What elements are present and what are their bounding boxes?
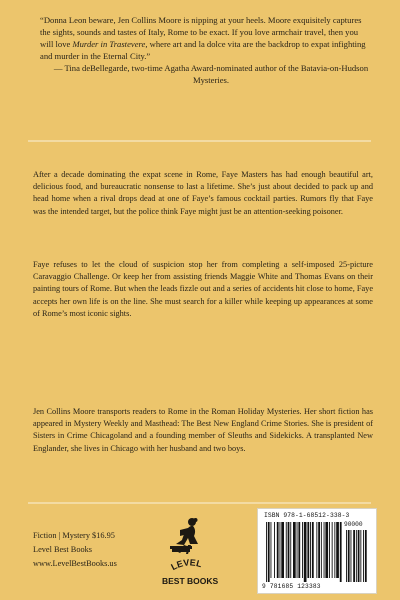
book-title-italic: Murder in Trastevere bbox=[72, 39, 146, 49]
endorsement-blurb bbox=[40, 14, 372, 86]
barcode-bar bbox=[318, 522, 320, 578]
barcode-addon-bar bbox=[353, 530, 355, 582]
publisher-website: www.LevelBestBooks.us bbox=[33, 559, 117, 568]
barcode-bar bbox=[332, 522, 333, 578]
barcode-bar bbox=[336, 522, 339, 578]
reading-woman-silhouette-icon bbox=[158, 514, 218, 594]
barcode-bar bbox=[324, 522, 325, 578]
price-code: 90000 bbox=[344, 521, 363, 528]
barcode-icon bbox=[264, 522, 372, 584]
publisher-name: Level Best Books bbox=[33, 545, 92, 554]
barcode-bar bbox=[312, 522, 314, 578]
logo-line-2: BEST BOOKS bbox=[162, 576, 218, 586]
footer-info bbox=[33, 529, 117, 571]
quote-part-2: , where art and la dolce vita are the backdrop to expat infighting and murder in the Eternal City.” bbox=[40, 39, 366, 61]
barcode-addon-bar bbox=[360, 530, 361, 582]
barcode-bar bbox=[321, 522, 322, 578]
svg-text:LEVEL bbox=[169, 557, 203, 572]
barcode-bar bbox=[290, 522, 291, 578]
isbn-barcode bbox=[257, 508, 377, 594]
barcode-addon-bar bbox=[351, 530, 352, 582]
barcode-addon-bar bbox=[346, 530, 347, 582]
barcode-bar bbox=[268, 522, 270, 582]
barcode-bar bbox=[271, 522, 272, 578]
barcode-bar bbox=[297, 522, 298, 578]
barcode-bar bbox=[310, 522, 311, 578]
endorsement-quote bbox=[40, 14, 372, 62]
barcode-bar bbox=[325, 522, 328, 578]
barcode-bar bbox=[288, 522, 290, 578]
barcode-bar bbox=[281, 522, 284, 578]
divider-top bbox=[28, 140, 371, 142]
barcode-bar bbox=[334, 522, 335, 578]
genre-price: Fiction | Mystery $16.95 bbox=[33, 531, 115, 540]
barcode-bar bbox=[302, 522, 303, 578]
isbn-label: ISBN 978-1-68512-338-3 bbox=[264, 512, 350, 519]
logo-line-1: LEVEL bbox=[169, 557, 203, 573]
barcode-addon-bar bbox=[363, 530, 364, 582]
barcode-bar bbox=[266, 522, 267, 582]
author-bio: Jen Collins Moore transports readers to Rome in the Roman Holiday Mysteries. Her short fiction has appeared in Mystery Weekly and Masthead: The Best New England Crime Stories. She is president of Sisters in Crime Chicagoland and a founding member of Sleuths and Sidekicks. A transplanted New Englander, she lives in Chicago with her husband and two boys. bbox=[33, 407, 373, 453]
barcode-addon-bar bbox=[348, 530, 350, 582]
barcode-bar bbox=[280, 522, 281, 578]
barcode-bar bbox=[329, 522, 330, 578]
endorsement-attribution: — Tina deBellegarde, two-time Agatha Award-nominated author of the Batavia-on-Hudson Mysteries. bbox=[53, 63, 369, 85]
barcode-addon-bar bbox=[356, 530, 357, 582]
barcode-bar bbox=[286, 522, 287, 578]
barcode-bar bbox=[293, 522, 296, 578]
quote-part-1: “Donna Leon beware, Jen Collins Moore is nipping at your heels. Moore exquisitely captures the sights, sounds and tastes of Italy, Rome to be exact. If you love armchair travel, then you will love bbox=[40, 15, 362, 49]
barcode-bar bbox=[340, 522, 342, 582]
barcode-addon-bar bbox=[358, 530, 360, 582]
barcode-bar bbox=[304, 522, 307, 582]
description-paragraph-1: After a decade dominating the expat scene in Rome, Faye Masters has had enough beautiful art, delicious food, and bureaucratic nonsense to last a lifetime. She’s just about decided to pack up and head home when a rival drops dead at one of Faye’s famous cocktail parties. Rumors fly that Faye was the intended target, but the police think Faye might just be an attention-seeking poisoner. bbox=[33, 170, 373, 216]
barcode-bar bbox=[274, 522, 275, 578]
barcode-bar bbox=[298, 522, 300, 578]
barcode-digits: 9 781685 123383 bbox=[262, 583, 321, 590]
barcode-bar bbox=[307, 522, 309, 578]
barcode-addon-bar bbox=[365, 530, 367, 582]
description-paragraph-2: Faye refuses to let the cloud of suspicion stop her from completing a self-imposed 25-picture Caravaggio Challenge. Or keep her from assisting friends Maggie White and Thomas Evans on their painting tours of Rome. But when the leads fizzle out and a series of accidents hit close to home, Faye accepts her own life is on the line. She must search for a killer while keeping up appearances at some of Rome’s most iconic sights. bbox=[33, 260, 373, 318]
barcode-bar bbox=[277, 522, 279, 578]
barcode-bar bbox=[316, 522, 317, 578]
divider-bottom bbox=[28, 502, 371, 504]
publisher-logo bbox=[158, 514, 218, 594]
